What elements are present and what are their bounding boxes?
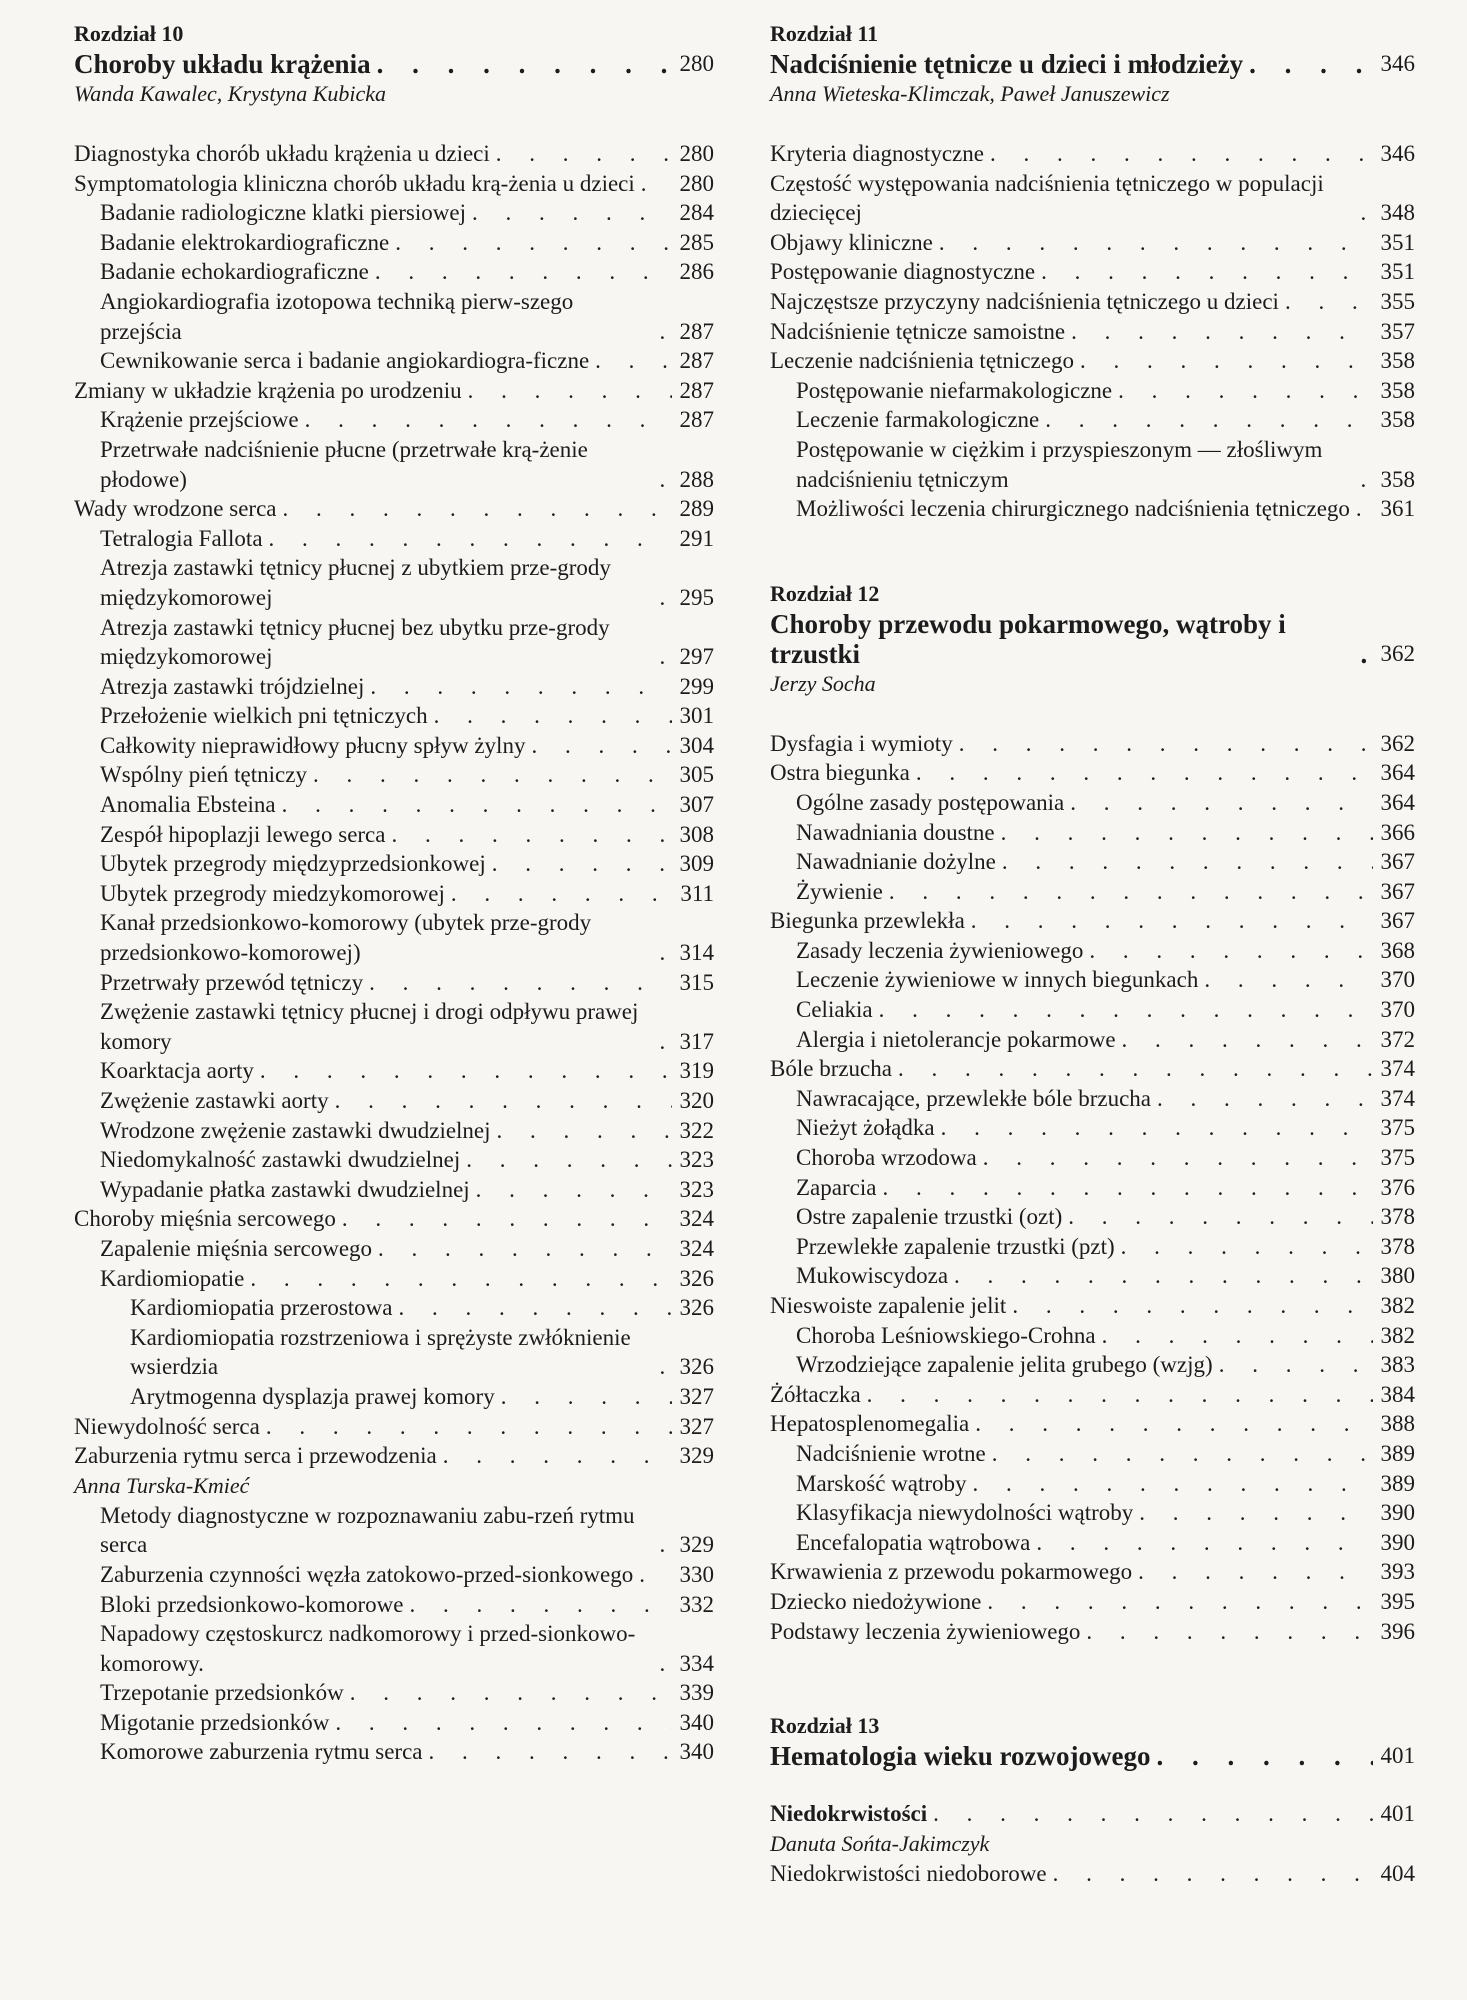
toc-entry[interactable]: Zwężenie zastawki tętnicy płucnej i drogi odpływu prawej komory . . . 317 bbox=[74, 997, 714, 1056]
toc-entry[interactable]: Dysfagia i wymioty . . . 362 bbox=[770, 729, 1415, 759]
toc-entry[interactable]: Zaburzenia czynności węzła zatokowo-przed-sionkowego . . . 330 bbox=[74, 1560, 714, 1590]
chapter-title[interactable]: Choroby układu krążenia . . . 280 bbox=[74, 49, 714, 79]
toc-entry[interactable]: Badanie elektrokardiograficzne . . . 285 bbox=[74, 228, 714, 258]
toc-entry[interactable]: Nieżyt żołądka . . . 375 bbox=[770, 1113, 1415, 1143]
toc-entry[interactable]: Komorowe zaburzenia rytmu serca . . . 340 bbox=[74, 1737, 714, 1767]
toc-entry[interactable]: Choroby mięśnia sercowego . . . 324 bbox=[74, 1204, 714, 1234]
toc-entry[interactable]: Żywienie . . . 367 bbox=[770, 877, 1415, 907]
toc-entry[interactable]: Encefalopatia wątrobowa . . . 390 bbox=[770, 1528, 1415, 1558]
toc-entry[interactable]: Napadowy częstoskurcz nadkomorowy i przed-sionkowo-komorowy. . . . 334 bbox=[74, 1619, 714, 1678]
toc-entry[interactable]: Ostra biegunka . . . 364 bbox=[770, 758, 1415, 788]
toc-entry[interactable]: Ogólne zasady postępowania . . . 364 bbox=[770, 788, 1415, 818]
toc-entry[interactable]: Symptomatologia kliniczna chorób układu krą-żenia u dzieci . . . 280 bbox=[74, 169, 714, 199]
toc-entry[interactable]: Wspólny pień tętniczy . . . 305 bbox=[74, 760, 714, 790]
chapter-label: Rozdział 10 bbox=[74, 21, 184, 46]
toc-entry[interactable]: Mukowiscydoza . . . 380 bbox=[770, 1261, 1415, 1291]
toc-entry[interactable]: Kanał przedsionkowo-komorowy (ubytek prze-grody przedsionkowo-komorowej) . . . 314 bbox=[74, 908, 714, 967]
toc-entry[interactable]: Kryteria diagnostyczne . . . 346 bbox=[770, 139, 1415, 169]
toc-entry[interactable]: Anomalia Ebsteina . . . 307 bbox=[74, 790, 714, 820]
page-number: 362 bbox=[1380, 640, 1415, 666]
toc-entry[interactable]: Choroba wrzodowa . . . 375 bbox=[770, 1143, 1415, 1173]
chapter-label: Rozdział 12 bbox=[770, 580, 880, 606]
toc-entry[interactable]: Nawadnianie dożylne . . . 367 bbox=[770, 847, 1415, 877]
toc-entry[interactable]: Nawadniania doustne . . . 366 bbox=[770, 818, 1415, 848]
toc-entry[interactable]: Niedokrwistości niedoborowe . . . 404 bbox=[770, 1859, 1415, 1889]
toc-entry[interactable]: Kardiomiopatia przerostowa . . . 326 bbox=[74, 1293, 714, 1323]
toc-entry[interactable]: Zaburzenia rytmu serca i przewodzenia . . . 329 bbox=[74, 1441, 714, 1471]
toc-entry[interactable]: Niedomykalność zastawki dwudzielnej . . . 323 bbox=[74, 1145, 714, 1175]
toc-entry[interactable]: Nadciśnienie tętnicze samoistne . . . 357 bbox=[770, 317, 1415, 347]
toc-entry[interactable]: Kardiomiopatia rozstrzeniowa i sprężyste zwłóknienie wsierdzia . . . 326 bbox=[74, 1323, 714, 1382]
toc-entry[interactable]: Zespół hipoplazji lewego serca . . . 308 bbox=[74, 820, 714, 850]
toc-entry[interactable]: Zmiany w układzie krążenia po urodzeniu . . . 287 bbox=[74, 376, 714, 406]
toc-entry[interactable]: Postępowanie diagnostyczne . . . 351 bbox=[770, 257, 1415, 287]
toc-entry[interactable]: Cewnikowanie serca i badanie angiokardiogra-ficzne . . . 287 bbox=[74, 346, 714, 376]
chapter-title[interactable]: Hematologia wieku rozwojowego . . . 401 bbox=[770, 1741, 1415, 1771]
toc-entry[interactable]: Diagnostyka chorób układu krążenia u dzieci . . . 280 bbox=[74, 139, 714, 169]
toc-entry[interactable]: Objawy kliniczne . . . 351 bbox=[770, 228, 1415, 258]
toc-left-column bbox=[74, 18, 714, 1767]
toc-entry[interactable]: Hepatosplenomegalia . . . 388 bbox=[770, 1409, 1415, 1439]
toc-entry[interactable]: Zapalenie mięśnia sercowego . . . 324 bbox=[74, 1234, 714, 1264]
chapter-12 bbox=[770, 578, 1415, 1646]
section-author: Anna Turska-Kmieć bbox=[74, 1472, 250, 1498]
chapter-title[interactable]: Choroby przewodu pokarmowego, wątroby i trzustki . . . 362 bbox=[770, 609, 1415, 669]
chapter-title[interactable]: Nadciśnienie tętnicze u dzieci i młodzieży . . . 346 bbox=[770, 49, 1415, 79]
toc-entry[interactable]: Przełożenie wielkich pni tętniczych . . . 301 bbox=[74, 701, 714, 731]
toc-entry[interactable]: Angiokardiografia izotopowa techniką pierw-szego przejścia . . . 287 bbox=[74, 287, 714, 346]
toc-entry[interactable]: Atrezja zastawki trójdzielnej . . . 299 bbox=[74, 672, 714, 702]
toc-entry[interactable]: Marskość wątroby . . . 389 bbox=[770, 1469, 1415, 1499]
toc-entry[interactable]: Krążenie przejściowe . . . 287 bbox=[74, 405, 714, 435]
toc-entry[interactable]: Tetralogia Fallota . . . 291 bbox=[74, 524, 714, 554]
page-number: 280 bbox=[679, 51, 714, 76]
toc-entry[interactable]: Leczenie nadciśnienia tętniczego . . . 358 bbox=[770, 346, 1415, 376]
toc-entry[interactable]: Przetrwały przewód tętniczy . . . 315 bbox=[74, 968, 714, 998]
toc-entry[interactable]: Atrezja zastawki tętnicy płucnej z ubytkiem prze-grody międzykomorowej . . . 295 bbox=[74, 553, 714, 612]
toc-entry[interactable]: Zasady leczenia żywieniowego . . . 368 bbox=[770, 936, 1415, 966]
toc-entry[interactable]: Leczenie farmakologiczne . . . 358 bbox=[770, 405, 1415, 435]
toc-entry[interactable]: Choroba Leśniowskiego-Crohna . . . 382 bbox=[770, 1321, 1415, 1351]
toc-entry[interactable]: Podstawy leczenia żywieniowego . . . 396 bbox=[770, 1617, 1415, 1647]
chapter-11 bbox=[770, 18, 1415, 524]
toc-entry[interactable]: Nieswoiste zapalenie jelit . . . 382 bbox=[770, 1291, 1415, 1321]
toc-entry[interactable]: Bóle brzucha . . . 374 bbox=[770, 1054, 1415, 1084]
toc-entry[interactable]: Atrezja zastawki tętnicy płucnej bez ubytku prze-grody międzykomorowej . . . 297 bbox=[74, 613, 714, 672]
toc-entry[interactable]: Wypadanie płatka zastawki dwudzielnej . . . 323 bbox=[74, 1175, 714, 1205]
toc-entry[interactable]: Zwężenie zastawki aorty . . . 320 bbox=[74, 1086, 714, 1116]
toc-entry[interactable]: Nadciśnienie wrotne . . . 389 bbox=[770, 1439, 1415, 1469]
toc-entry[interactable]: Migotanie przedsionków . . . 340 bbox=[74, 1708, 714, 1738]
chapter-13 bbox=[770, 1710, 1415, 1888]
toc-entry[interactable]: Częstość występowania nadciśnienia tętniczego w populacji dziecięcej . . . 348 bbox=[770, 169, 1415, 228]
toc-entry[interactable]: Biegunka przewlekła . . . 367 bbox=[770, 906, 1415, 936]
chapter-authors: Jerzy Socha bbox=[770, 670, 876, 696]
toc-entry[interactable]: Leczenie żywieniowe w innych biegunkach . . . 370 bbox=[770, 965, 1415, 995]
toc-entry[interactable]: Wrzodziejące zapalenie jelita grubego (wzjg) . . . 383 bbox=[770, 1350, 1415, 1380]
toc-entry[interactable]: Krwawienia z przewodu pokarmowego . . . 393 bbox=[770, 1557, 1415, 1587]
toc-entry[interactable]: Badanie echokardiograficzne . . . 286 bbox=[74, 257, 714, 287]
chapter-10 bbox=[74, 18, 714, 109]
toc-entry[interactable]: Wrodzone zwężenie zastawki dwudzielnej . . . 322 bbox=[74, 1116, 714, 1146]
toc-entry[interactable]: Nawracające, przewlekłe bóle brzucha . . . 374 bbox=[770, 1084, 1415, 1114]
toc-entry[interactable]: Niewydolność serca . . . 327 bbox=[74, 1412, 714, 1442]
toc-entry[interactable]: Klasyfikacja niewydolności wątroby . . . 390 bbox=[770, 1498, 1415, 1528]
toc-entry[interactable]: Metody diagnostyczne w rozpoznawaniu zabu-rzeń rytmu serca . . . 329 bbox=[74, 1501, 714, 1560]
toc-entry[interactable]: Ubytek przegrody międzyprzedsionkowej . . . 309 bbox=[74, 849, 714, 879]
toc-entry[interactable]: Koarktacja aorty . . . 319 bbox=[74, 1056, 714, 1086]
toc-entry[interactable]: Trzepotanie przedsionków . . . 339 bbox=[74, 1678, 714, 1708]
toc-entry[interactable]: Żółtaczka . . . 384 bbox=[770, 1380, 1415, 1410]
toc-entry[interactable]: Postępowanie w ciężkim i przyspieszonym — złośliwym nadciśnieniu tętniczym . . . 358 bbox=[770, 435, 1415, 494]
toc-entry[interactable]: Dziecko niedożywione . . . 395 bbox=[770, 1587, 1415, 1617]
toc-entry[interactable]: Możliwości leczenia chirurgicznego nadciśnienia tętniczego . . . 361 bbox=[770, 494, 1415, 524]
toc-entry[interactable]: Zaparcia . . . 376 bbox=[770, 1173, 1415, 1203]
toc-entry[interactable]: Arytmogenna dysplazja prawej komory . . . 327 bbox=[74, 1382, 714, 1412]
page-number: 401 bbox=[1380, 1743, 1415, 1769]
toc-entry[interactable]: Wady wrodzone serca . . . 289 bbox=[74, 494, 714, 524]
toc-entry[interactable]: Ubytek przegrody miedzykomorowej . . . 311 bbox=[74, 879, 714, 909]
toc-entry[interactable]: Alergia i nietolerancje pokarmowe . . . 372 bbox=[770, 1025, 1415, 1055]
toc-entry[interactable]: Kardiomiopatie . . . 326 bbox=[74, 1264, 714, 1294]
chapter-authors: Wanda Kawalec, Krystyna Kubicka bbox=[74, 81, 387, 106]
chapter-authors: Anna Wieteska-Klimczak, Paweł Januszewicz bbox=[770, 81, 1170, 106]
page-number: 346 bbox=[1380, 51, 1415, 76]
toc-entry[interactable]: Niedokrwistości . . . 401 bbox=[770, 1799, 1415, 1829]
toc-entry[interactable]: Całkowity nieprawidłowy płucny spływ żylny . . . 304 bbox=[74, 731, 714, 761]
toc-entry[interactable]: Przetrwałe nadciśnienie płucne (przetrwałe krą-żenie płodowe) . . . 288 bbox=[74, 435, 714, 494]
toc-entry[interactable]: Bloki przedsionkowo-komorowe . . . 332 bbox=[74, 1590, 714, 1620]
toc-entries bbox=[74, 139, 714, 1767]
toc-entry[interactable]: Celiakia . . . 370 bbox=[770, 995, 1415, 1025]
toc-entry[interactable]: Badanie radiologiczne klatki piersiowej . . . 284 bbox=[74, 198, 714, 228]
chapter-label: Rozdział 13 bbox=[770, 1713, 880, 1739]
toc-right-column bbox=[770, 18, 1415, 1918]
section-author: Danuta Sońta-Jakimczyk bbox=[770, 1830, 990, 1856]
toc-entry[interactable]: Ostre zapalenie trzustki (ozt) . . . 378 bbox=[770, 1202, 1415, 1232]
toc-entry[interactable]: Postępowanie niefarmakologiczne . . . 358 bbox=[770, 376, 1415, 406]
chapter-label: Rozdział 11 bbox=[770, 21, 879, 46]
toc-entry[interactable]: Najczęstsze przyczyny nadciśnienia tętniczego u dzieci . . . 355 bbox=[770, 287, 1415, 317]
toc-entry[interactable]: Przewlekłe zapalenie trzustki (pzt) . . . 378 bbox=[770, 1232, 1415, 1262]
